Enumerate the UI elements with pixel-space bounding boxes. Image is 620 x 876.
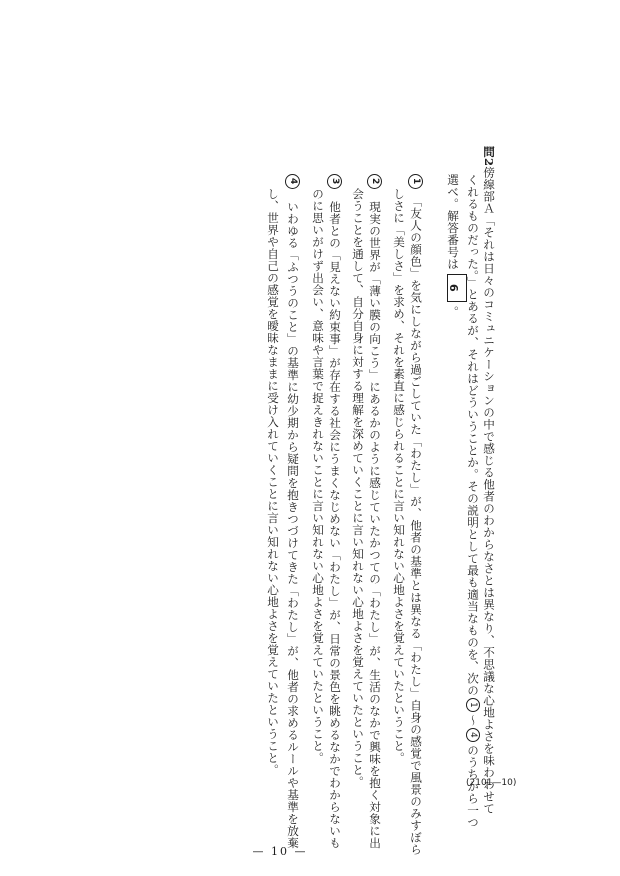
choice-1-number: 1 (408, 174, 423, 189)
question-stem-3: 選べ。解答番号は (446, 174, 460, 270)
answer-number-box: 6 (447, 274, 467, 302)
exam-code: (2101—10) (466, 778, 517, 788)
choice-2-line-1 (367, 174, 382, 849)
choice-4-line-1 (285, 174, 300, 849)
choice-4-line-2 (266, 188, 280, 776)
question-stem-3-end: 。 (446, 306, 460, 318)
question-line-2 (466, 174, 480, 828)
choice-3-text-1: 他者との「見えない約束事」が存在する社会にうまくなじめない「わたし」が、日常の景色を眺めるなかでわからないも (328, 201, 342, 849)
choice-1-line-1 (408, 174, 423, 855)
choice-2-text-2: 会うことを通して、自分自身に対する理解を深めていくことに言い知れない心地よさを覚えていたということ。 (351, 188, 365, 788)
choice-3-number: 3 (327, 174, 342, 189)
question-label: 問2 (482, 146, 496, 167)
range-end-marker: 4 (466, 728, 480, 742)
choice-3-line-2 (311, 188, 325, 764)
question-line-1 (482, 146, 496, 814)
question-stem-1: 傍線部Ａ「それは日々のコミュニケーションの中で感じる他者のわからなさとは異なり、不思議な心地よさを味わわせて (482, 166, 496, 815)
choice-3-text-2: のに思いがけず出会い、意味や言葉で捉えきれないことに言い知れない心地よさを覚えていたということ。 (311, 188, 325, 764)
choice-2-text-1: 現実の世界が「薄い膜の向こう」にあるかのように感じていたかつての「わたし」が、生活のなかで興味を抱く対象に出 (368, 201, 382, 849)
page-number: — 10 — (252, 845, 308, 858)
choice-2-line-2 (351, 188, 365, 788)
choice-1-line-2 (392, 188, 406, 764)
choice-1-text-1: 「友人の顔色」を気にしながら過ごしていた「わたし」が、他者の基準とは異なる「わたし」自身の感覚で風景のみすぼら (409, 201, 423, 856)
range-start-marker: 1 (466, 698, 480, 712)
choice-3-line-1 (327, 174, 342, 849)
choice-4-number: 4 (285, 174, 300, 189)
question-line-3 (446, 174, 467, 318)
question-stem-2: くれるものだった。」とあるが、それはどういうことか。その説明として最も適当なものを、次の (466, 174, 480, 697)
choice-4-text-2: し、世界や自己の感覚を曖昧なままに受け入れていくことに言い知れない心地よさを覚えていたということ。 (266, 188, 280, 776)
choice-2-number: 2 (367, 174, 382, 189)
question-stem-2-end: のうちから一つ (466, 744, 480, 829)
choice-1-text-2: しさに「美しさ」を求め、それを素直に感じられることに言い知れない心地よさを覚えていたということ。 (392, 188, 406, 764)
range-separator: 〜 (466, 714, 480, 727)
choice-4-text-1: いわゆる「ふつうのこと」の基準に幼少期から疑問を抱きつづけてきた「わたし」が、他者の求めるルールや基準を放棄 (286, 201, 300, 849)
